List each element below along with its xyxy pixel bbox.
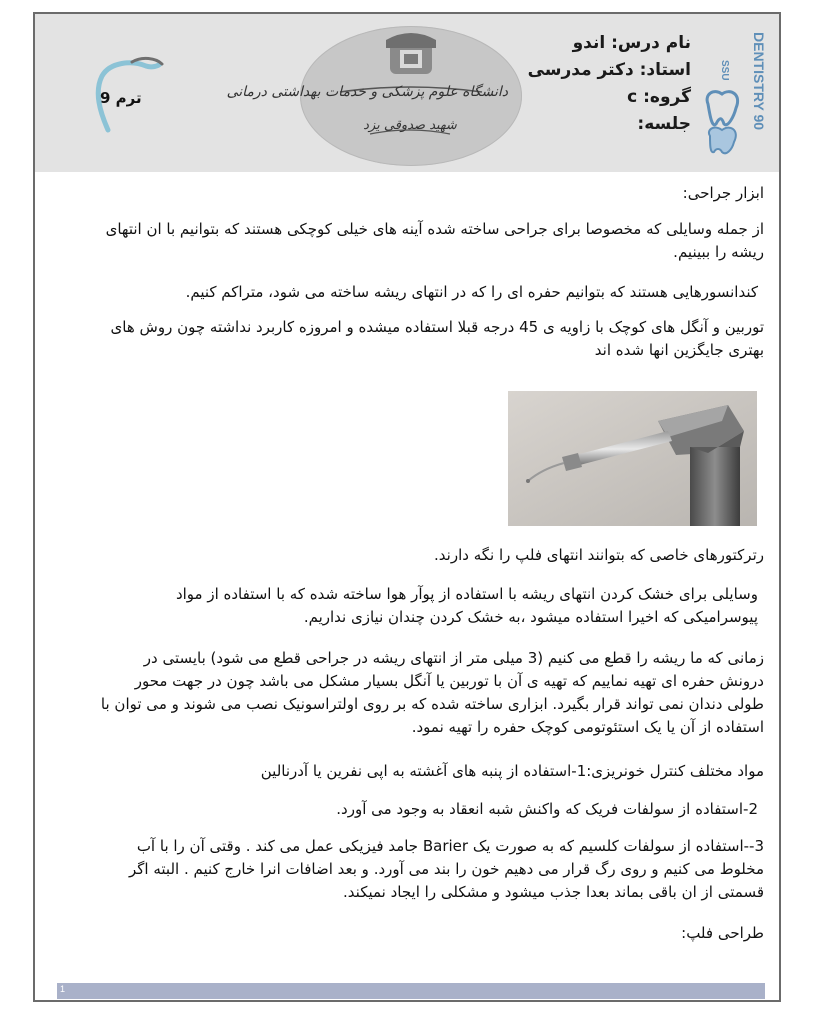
paragraph-calcium-sulfate bbox=[96, 835, 764, 904]
barrier-term: Barier bbox=[422, 837, 469, 855]
university-subname: شهید صدوقی یزد bbox=[363, 118, 457, 133]
section-heading-flap: طراحی فلپ: bbox=[681, 924, 764, 942]
page-number: 1 bbox=[60, 984, 66, 994]
instructor-name: استاد: دکتر مدرسی bbox=[527, 60, 691, 80]
paragraph-root-cut: زمانی که ما ریشه را قطع می کنیم (3 میلی متر از انتهای ریشه در جراحی قطع می شود) بایستی در درونش حفره ای تهیه نماییم که تهیه ی آن با توربین یا آنگل بسیار مشکل می باشد چون در جهت محور طولی دندان نمی تواند قرار بگیرد. ابزاری ساخته شده که بر روی اولتراسونیک نصب می شوند و می توان با استفاده از آن یا یک استئوتومی کوچک حفره را تهیه نمود. bbox=[100, 649, 764, 736]
paragraph-mirrors: از جمله وسایلی که مخصوصا برای جراحی ساخته شده آینه های خیلی کوچکی هستند که بتوانیم با ان انتهای ریشه را ببینیم. bbox=[105, 220, 764, 261]
paragraph-retractors: رترکتورهای خاصی که بتوانند انتهای فلپ را نگه دارند. bbox=[434, 546, 764, 564]
paragraph-drying: وسایلی برای خشک کردن انتهای ریشه با استفاده از پوآر هوا ساخته شده که با استفاده از مواد پیوسرامیکی که اخیرا استفاده میشود ،به خشک کردن چندان نیازی نداریم. bbox=[175, 585, 758, 626]
calcium-sulfate-text-a: 3--استفاده از سولفات کلسیم که به صورت یک bbox=[472, 837, 764, 855]
dentistry-logo-icon bbox=[700, 24, 770, 164]
calcium-sulfate-text-b: جامد فیزیکی عمل می کند . وقتی آن را با آب مخلوط می کنیم و روی رگ قرار می دهیم خون را بند می آورد. و بعد اضافات انرا خارج کنیم . البته اگر قسمتی از ان باقی بماند بعدا جذب میشود و مشکلی را ایجاد نمیکند. bbox=[129, 837, 764, 901]
footer-bar bbox=[57, 983, 765, 999]
tooth-filled-icon bbox=[709, 128, 736, 154]
term-label: ترم 9 bbox=[100, 89, 142, 107]
paragraph-turbine: توربین و آنگل های کوچک با زاویه ی 45 درجه قبلا استفاده میشده و امروزه کاربرد نداشته چون روش های بهتری جایگزین انها شده اند bbox=[110, 318, 764, 359]
session-label: جلسه: bbox=[637, 114, 691, 134]
ultrasonic-handpiece-image bbox=[508, 391, 757, 526]
university-name: دانشگاه علوم پزشکی و خدمات بهداشتی درمانی bbox=[226, 84, 508, 100]
section-heading-tools: ابزار جراحی: bbox=[682, 184, 764, 202]
paragraph-ferric-sulfate: 2-استفاده از سولفات فریک که واکنش شبه انعقاد به وجود می آورد. bbox=[336, 800, 758, 818]
dentistry-text: DENTISTRY 90 bbox=[751, 32, 767, 131]
handpiece-photo bbox=[508, 391, 757, 526]
ssu-text: SSU bbox=[719, 60, 730, 81]
paragraph-condensers: کندانسورهایی هستند که بتوانیم حفره ای را که در انتهای ریشه ساخته می شود، متراکم کنیم. bbox=[185, 283, 758, 301]
tooth-outline-icon bbox=[707, 92, 738, 125]
course-name: نام درس: اندو bbox=[572, 33, 691, 53]
paragraph-bleeding-control: مواد مختلف کنترل خونریزی:1-استفاده از پنبه های آغشته به اپی نفرین یا آدرنالین bbox=[260, 762, 764, 780]
dentistry-logo bbox=[700, 24, 770, 164]
group-label: گروه: c bbox=[627, 87, 691, 107]
course-info bbox=[528, 30, 691, 138]
